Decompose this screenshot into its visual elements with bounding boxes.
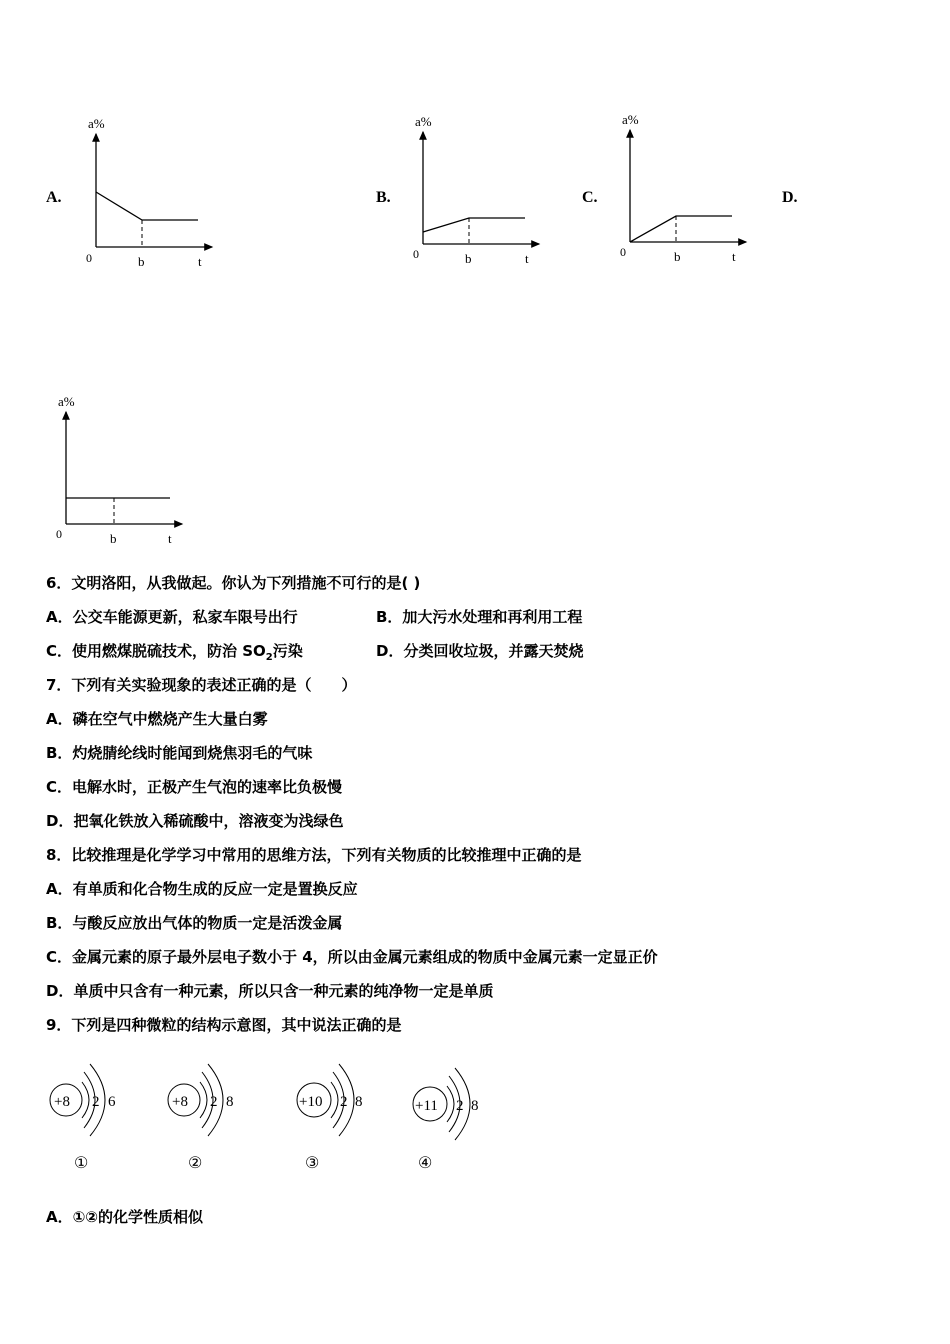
q9-stem: 9．下列是四种微粒的结构示意图，其中说法正确的是 — [46, 1016, 402, 1034]
q8-option-c: C．金属元素的原子最外层电子数小于 4，所以由金属元素组成的物质中金属元素一定显正价 — [46, 948, 658, 966]
graph-c-x-label: t — [732, 249, 736, 264]
graph-a-x-label: t — [198, 254, 202, 269]
q7-option-a: A．磷在空气中燃烧产生大量白雾 — [46, 710, 268, 728]
particle-2-label: ② — [188, 1155, 203, 1172]
graph-a — [78, 110, 228, 275]
q9-option-a: A．①②的化学性质相似 — [46, 1208, 204, 1226]
q6-stem: 6．文明洛阳，从我做起。你认为下列措施不可行的是( ) — [46, 574, 421, 592]
graph-option-d-label: D. — [782, 189, 798, 206]
particle-3-shell-1: 2 — [340, 1094, 348, 1110]
particle-2-shell-1: 2 — [210, 1094, 218, 1110]
q6-option-b: B．加大污水处理和再利用工程 — [376, 608, 583, 626]
particle-1 — [50, 1064, 116, 1172]
graph-c — [612, 106, 762, 271]
q7-option-c: C．电解水时，正极产生气泡的速率比负极慢 — [46, 778, 343, 796]
particle-diagrams — [44, 1050, 504, 1180]
graph-a-y-label: a% — [88, 116, 105, 131]
graph-d-x-label: t — [168, 531, 172, 546]
graph-b-y-label: a% — [415, 114, 432, 129]
particle-2 — [168, 1064, 234, 1172]
graph-d-origin: 0 — [56, 527, 62, 541]
particle-1-nucleus: +8 — [54, 1094, 70, 1110]
graph-c-origin: 0 — [620, 245, 626, 259]
q7-option-d: D．把氧化铁放入稀硫酸中，溶液变为浅绿色 — [46, 812, 344, 830]
graph-c-y-label: a% — [622, 112, 639, 127]
particle-1-label: ① — [74, 1155, 89, 1172]
graph-option-a-label: A. — [46, 189, 62, 206]
q8-option-d: D．单质中只含有一种元素，所以只含一种元素的纯净物一定是单质 — [46, 982, 494, 1000]
q6-option-c: C．使用燃煤脱硫技术，防治 $SO_2$污染 — [46, 642, 303, 663]
particle-3-nucleus: +10 — [299, 1094, 323, 1110]
particle-4-shell-2: 8 — [471, 1098, 479, 1114]
particle-4-shell-1: 2 — [456, 1098, 464, 1114]
graph-d-y-label: a% — [58, 394, 75, 409]
q6-option-a: A．公交车能源更新，私家车限号出行 — [46, 608, 298, 626]
particle-1-shell-1: 2 — [92, 1094, 100, 1110]
particle-3-label: ③ — [305, 1155, 320, 1172]
graph-a-tick-b: b — [138, 254, 145, 269]
graph-d — [48, 388, 198, 553]
graph-option-c-label: C. — [582, 189, 598, 206]
graph-b — [405, 108, 555, 273]
graph-b-x-label: t — [525, 251, 529, 266]
graph-c-tick-b: b — [674, 249, 681, 264]
graph-b-tick-b: b — [465, 251, 472, 266]
particle-4 — [413, 1068, 479, 1172]
q8-stem: 8．比较推理是化学学习中常用的思维方法，下列有关物质的比较推理中正确的是 — [46, 846, 582, 864]
q6-option-d: D．分类回收垃圾，并露天焚烧 — [376, 642, 584, 660]
particle-4-nucleus: +11 — [415, 1098, 438, 1114]
q8-option-a: A．有单质和化合物生成的反应一定是置换反应 — [46, 880, 358, 898]
q7-option-b: B．灼烧腈纶线时能闻到烧焦羽毛的气味 — [46, 744, 313, 762]
particle-4-label: ④ — [418, 1155, 433, 1172]
q8-option-b: B．与酸反应放出气体的物质一定是活泼金属 — [46, 914, 343, 932]
graph-option-b-label: B. — [376, 189, 391, 206]
particle-2-nucleus: +8 — [172, 1094, 188, 1110]
particle-2-shell-2: 8 — [226, 1094, 234, 1110]
q7-stem: 7．下列有关实验现象的表述正确的是（ ） — [46, 676, 357, 694]
particle-3-shell-2: 8 — [355, 1094, 363, 1110]
graph-d-tick-b: b — [110, 531, 117, 546]
particle-3 — [297, 1064, 363, 1172]
particle-1-shell-2: 6 — [108, 1094, 116, 1110]
graph-b-origin: 0 — [413, 247, 419, 261]
graph-a-origin: 0 — [86, 251, 92, 265]
